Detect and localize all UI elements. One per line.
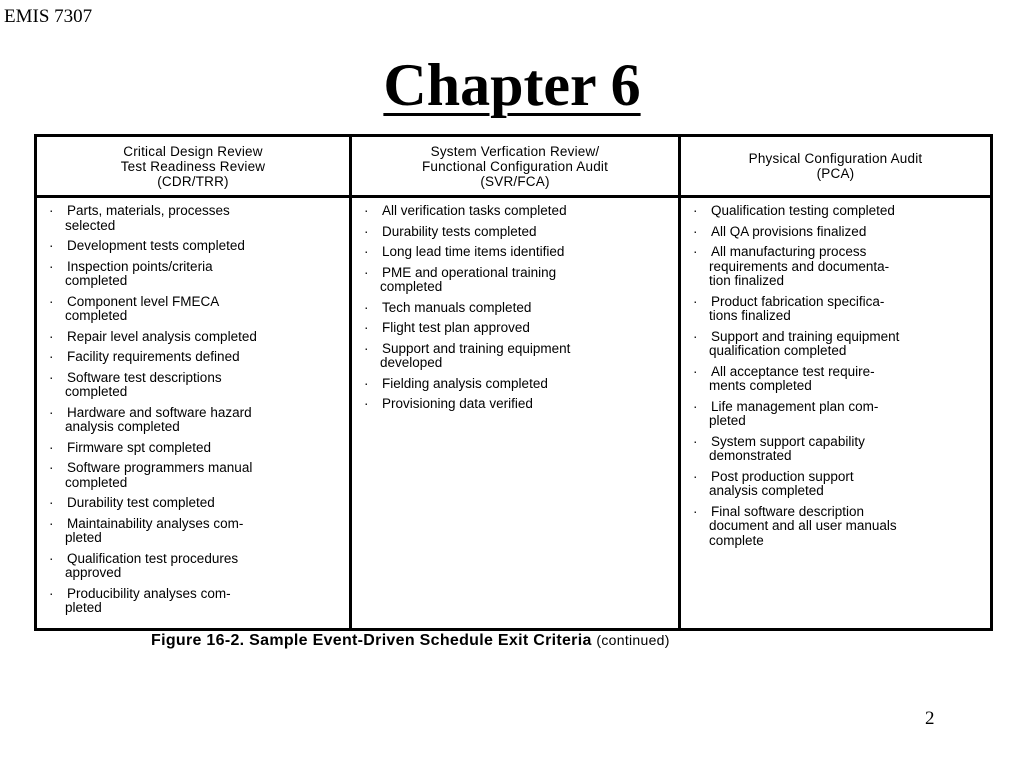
list-item — [352, 342, 678, 371]
list-item-text: completed — [65, 273, 128, 288]
list-item-text: completed — [65, 308, 128, 323]
bullet-icon: · — [693, 503, 698, 519]
list-item — [37, 517, 349, 546]
bullet-icon: · — [364, 375, 369, 391]
criteria-list-svr-fca — [352, 198, 678, 412]
list-item — [37, 461, 349, 490]
list-item — [681, 204, 990, 219]
list-item-text: pleted — [65, 530, 102, 545]
list-item-text: All acceptance test require- — [711, 363, 875, 379]
column-header-line: Test Readiness Review — [120, 158, 266, 174]
list-item-text: Fielding analysis completed — [382, 375, 548, 391]
list-item — [37, 260, 349, 289]
list-item-text: tion finalized — [709, 273, 785, 288]
list-item-text: analysis completed — [65, 419, 180, 434]
list-item-text: Software programmers manual — [67, 460, 253, 475]
list-item — [352, 301, 678, 316]
bullet-icon: · — [49, 460, 54, 475]
bullet-icon: · — [364, 244, 369, 259]
bullet-icon: · — [49, 328, 54, 344]
slide-title-text: Chapter 6 — [383, 52, 641, 118]
column-header-line: Critical Design Review — [123, 143, 263, 159]
column-header-svr-fca — [352, 137, 678, 195]
list-item-text: Flight test plan approved — [382, 320, 530, 335]
list-item-text: Durability test completed — [67, 495, 215, 510]
bullet-icon: · — [364, 396, 369, 411]
list-item-text: Support and training equipment — [382, 340, 571, 356]
bullet-icon: · — [364, 340, 369, 356]
bullet-icon: · — [364, 264, 369, 280]
bullet-icon: · — [49, 203, 54, 218]
bullet-icon: · — [49, 439, 54, 455]
bullet-icon: · — [49, 349, 54, 364]
bullet-icon: · — [364, 320, 369, 335]
bullet-icon: · — [49, 515, 54, 531]
slide-title — [0, 50, 1024, 120]
list-item-text: Repair level analysis completed — [67, 328, 257, 344]
list-item-text: Life management plan com- — [711, 398, 879, 414]
list-item — [352, 245, 678, 260]
list-item-text: Product fabrication specifica- — [711, 293, 885, 309]
list-item-text: selected — [65, 217, 116, 233]
list-item-text: requirements and documenta- — [709, 258, 890, 274]
list-item-text: System support capability — [711, 433, 865, 449]
list-item — [681, 245, 990, 289]
list-item — [352, 321, 678, 336]
page-number: 2 — [925, 708, 935, 729]
list-item-text: document and all user manuals — [709, 518, 897, 533]
list-item — [681, 470, 990, 499]
list-item — [681, 365, 990, 394]
list-item — [681, 435, 990, 464]
list-item-text: pleted — [65, 600, 102, 615]
list-item — [352, 204, 678, 219]
list-item-text: completed — [65, 384, 128, 399]
list-item-text: pleted — [709, 413, 746, 428]
column-header-line: (PCA) — [816, 166, 855, 181]
column-header-pca — [681, 137, 990, 195]
list-item-text: Provisioning data verified — [382, 396, 533, 411]
list-item — [352, 266, 678, 295]
list-item — [681, 330, 990, 359]
list-item-text: Post production support — [711, 468, 854, 484]
list-item-text: All manufacturing process — [711, 244, 867, 259]
list-item-text: complete — [709, 532, 764, 548]
list-item — [37, 371, 349, 400]
bullet-icon: · — [49, 238, 54, 253]
list-item-text: Support and training equipment — [711, 328, 900, 344]
list-item-text: developed — [380, 355, 443, 370]
list-item-text: Parts, materials, processes — [67, 203, 230, 218]
list-item-text: Inspection points/criteria — [67, 258, 213, 274]
list-item-text: Component level FMECA — [67, 293, 220, 309]
figure-caption-suffix: (continued) — [596, 632, 670, 648]
list-item-text: Producibility analyses com- — [67, 585, 231, 601]
bullet-icon: · — [49, 550, 54, 566]
list-item — [37, 587, 349, 616]
list-item-text: demonstrated — [709, 448, 792, 463]
bullet-icon: · — [49, 495, 54, 510]
list-item-text: Firmware spt completed — [67, 439, 212, 455]
list-item-text: All verification tasks completed — [382, 203, 567, 218]
list-item-text: approved — [65, 565, 122, 580]
list-item-text: completed — [380, 279, 443, 294]
list-item — [352, 377, 678, 392]
list-item — [37, 350, 349, 365]
column-header-line: Physical Configuration Audit — [748, 151, 923, 166]
list-item-text: Qualification test procedures — [67, 550, 239, 566]
list-item-text: Hardware and software hazard — [67, 404, 252, 420]
list-item — [37, 406, 349, 435]
list-item — [37, 204, 349, 233]
bullet-icon: · — [693, 223, 698, 239]
bullet-icon: · — [49, 258, 54, 274]
list-item-text: Tech manuals completed — [382, 299, 532, 315]
list-item — [37, 496, 349, 511]
bullet-icon: · — [49, 293, 54, 309]
list-item — [37, 295, 349, 324]
bullet-icon: · — [49, 404, 54, 420]
list-item-text: PME and operational training — [382, 264, 557, 280]
column-header-line: (SVR/FCA) — [480, 173, 550, 189]
bullet-icon: · — [49, 585, 54, 601]
column-header-line: (CDR/TRR) — [157, 173, 229, 189]
figure-caption-main: Figure 16-2. Sample Event-Driven Schedule Exit Criteria — [151, 632, 592, 649]
list-item — [37, 239, 349, 254]
criteria-list-cdr-trr — [37, 198, 349, 616]
bullet-icon: · — [693, 468, 698, 484]
list-item-text: completed — [65, 474, 128, 490]
course-label: EMIS 7307 — [4, 6, 93, 27]
list-item — [681, 400, 990, 429]
list-item-text: Final software description — [711, 503, 865, 519]
list-item — [37, 552, 349, 581]
list-item — [352, 397, 678, 412]
list-item — [352, 225, 678, 240]
list-item-text: Development tests completed — [67, 238, 245, 253]
list-item — [681, 505, 990, 549]
list-item-text: All QA provisions finalized — [711, 223, 867, 239]
bullet-icon: · — [693, 328, 698, 344]
list-item — [681, 225, 990, 240]
bullet-icon: · — [693, 293, 698, 309]
list-item — [37, 441, 349, 456]
list-item-text: qualification completed — [709, 343, 847, 358]
figure-caption — [151, 632, 670, 650]
bullet-icon: · — [364, 223, 369, 239]
list-item-text: Software test descriptions — [67, 369, 222, 385]
column-header-line: Functional Configuration Audit — [421, 158, 609, 174]
list-item — [37, 330, 349, 345]
bullet-icon: · — [693, 398, 698, 414]
bullet-icon: · — [49, 369, 54, 385]
list-item-text: Long lead time items identified — [382, 244, 565, 259]
list-item-text: Durability tests completed — [382, 223, 537, 239]
list-item-text: analysis completed — [709, 483, 824, 498]
bullet-icon: · — [693, 363, 698, 379]
column-header-line: System Verfication Review/ — [430, 143, 600, 159]
list-item — [681, 295, 990, 324]
criteria-list-pca — [681, 198, 990, 548]
list-item-text: tions finalized — [709, 308, 791, 323]
bullet-icon: · — [693, 244, 698, 259]
list-item-text: Maintainability analyses com- — [67, 515, 244, 531]
column-header-cdr-trr — [37, 137, 349, 195]
bullet-icon: · — [364, 299, 369, 315]
bullet-icon: · — [693, 433, 698, 449]
bullet-icon: · — [364, 203, 369, 218]
bullet-icon: · — [693, 203, 698, 218]
list-item-text: ments completed — [709, 378, 812, 393]
list-item-text: Facility requirements defined — [67, 349, 240, 364]
exit-criteria-table — [34, 134, 993, 631]
list-item-text: Qualification testing completed — [711, 203, 895, 218]
